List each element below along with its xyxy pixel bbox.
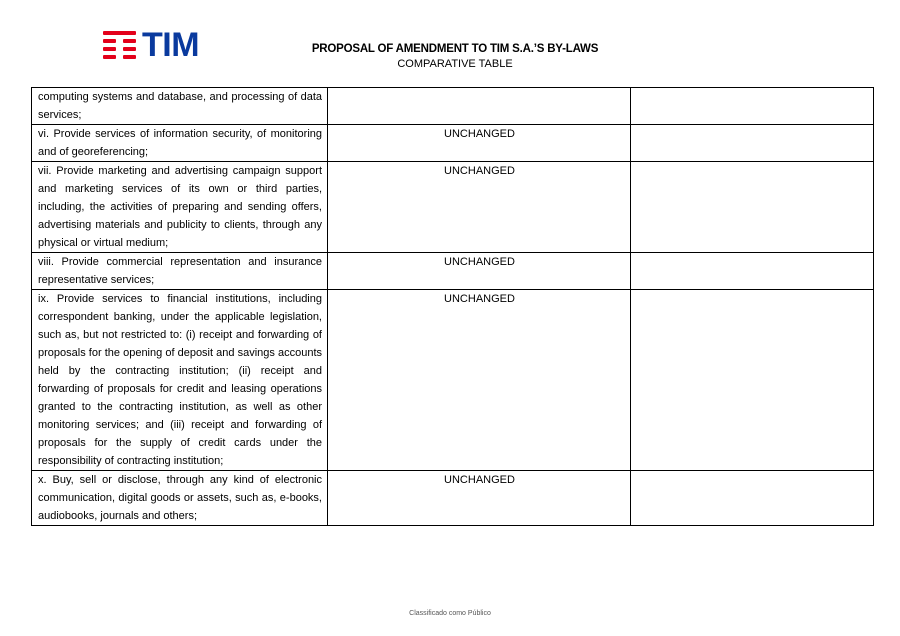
justification-cell bbox=[631, 88, 874, 125]
document-header bbox=[250, 42, 660, 71]
table-row bbox=[32, 471, 874, 526]
justification-cell bbox=[631, 471, 874, 526]
tim-logo-text: TIM bbox=[142, 26, 200, 64]
original-text-cell: vii. Provide marketing and advertising campaign support and marketing services of its own or third parties, including, the activities of preparing and sending offers, advertising materials and publicity to clients, through any physical or virtual medium; bbox=[32, 162, 328, 253]
justification-cell bbox=[631, 253, 874, 290]
original-text-cell: viii. Provide commercial representation and insurance representative services; bbox=[32, 253, 328, 290]
table-row bbox=[32, 125, 874, 162]
table-row bbox=[32, 88, 874, 125]
proposal-cell: UNCHANGED bbox=[328, 253, 631, 290]
proposal-cell: UNCHANGED bbox=[328, 290, 631, 471]
tim-logo-icon bbox=[103, 31, 136, 60]
table-row bbox=[32, 162, 874, 253]
original-text-cell: vi. Provide services of information security, of monitoring and of georeferencing; bbox=[32, 125, 328, 162]
original-text-cell: ix. Provide services to financial institutions, including correspondent banking, under the applicable legislation, such as, but not restricted to: (i) receipt and forwarding of proposals for the opening of deposit and savings accounts held by the contracting institution; (ii) receipt and forwarding of proposals for credit and leasing operations granted to the contracting institution, as well as other monitoring services; and (iii) receipt and forwarding of proposals for the supply of credit cards under the responsibility of contracting institution; bbox=[32, 290, 328, 471]
proposal-cell bbox=[328, 88, 631, 125]
table-row bbox=[32, 253, 874, 290]
proposal-cell: UNCHANGED bbox=[328, 471, 631, 526]
document-subtitle: COMPARATIVE TABLE bbox=[397, 58, 513, 70]
classification-footer: Classificado como Público bbox=[409, 610, 491, 617]
comparative-table bbox=[31, 87, 874, 526]
proposal-cell: UNCHANGED bbox=[328, 125, 631, 162]
justification-cell bbox=[631, 162, 874, 253]
justification-cell bbox=[631, 290, 874, 471]
document-title: PROPOSAL OF AMENDMENT TO TIM S.A.’S BY-LAWS bbox=[311, 43, 599, 55]
tim-logo bbox=[103, 26, 200, 64]
justification-cell bbox=[631, 125, 874, 162]
proposal-cell: UNCHANGED bbox=[328, 162, 631, 253]
table-row bbox=[32, 290, 874, 471]
original-text-cell: x. Buy, sell or disclose, through any kind of electronic communication, digital goods or assets, such as, e-books, audiobooks, journals and others; bbox=[32, 471, 328, 526]
original-text-cell: computing systems and database, and processing of data services; bbox=[32, 88, 328, 125]
